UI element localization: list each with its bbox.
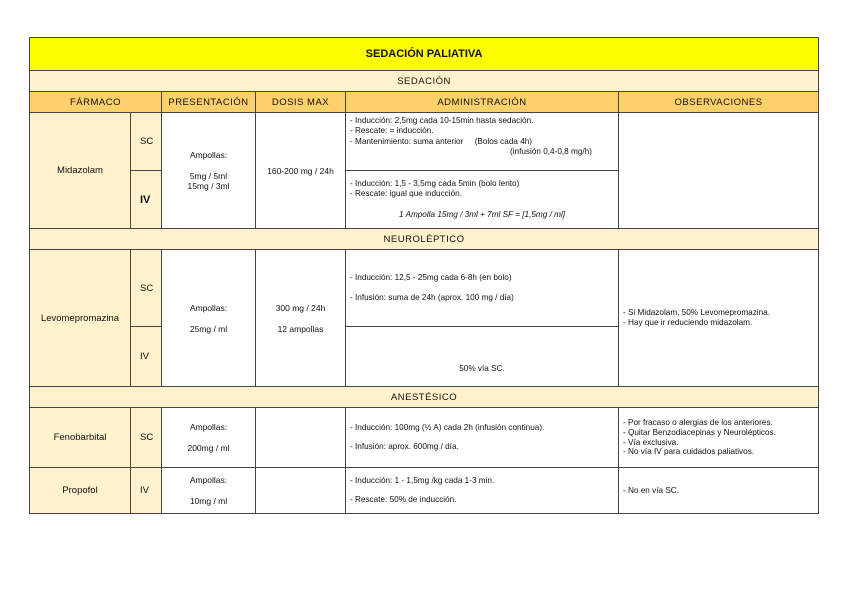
sedation-table [29, 37, 819, 514]
presentation-label: Ampollas: [189, 302, 228, 313]
administration-line: - Rescate: = inducción. [350, 126, 434, 136]
observation-line: - Vía exclusiva. [623, 437, 679, 447]
administration-line: - Infusión: suma de 24h (aprox. 100 mg / día) [350, 292, 514, 302]
table-row [30, 468, 819, 514]
header-administracion: ADMINISTRACIÓN [346, 92, 619, 113]
administration-formula: 1 Ampolla 15mg / 3ml + 7ml SF = [1,5mg / ml] [398, 209, 566, 219]
presentation-cell [162, 250, 256, 387]
presentation-value: 15mg / 3ml [187, 181, 230, 191]
administration-text: - Mantenimiento: suma anterior [350, 136, 464, 146]
header-row [30, 92, 819, 113]
route-sc: SC [131, 113, 162, 171]
presentation-label: Ampollas: [189, 475, 228, 485]
administration-cell [346, 171, 619, 229]
route-sc: SC [131, 250, 162, 327]
route-sc: SC [131, 408, 162, 468]
observations-cell [619, 408, 819, 468]
administration-note: (infusión 0,4-0,8 mg/h) [510, 146, 592, 156]
dose-value: 300 mg / 24h [275, 302, 326, 313]
administration-note: (Bolos cada 4h) [474, 136, 533, 146]
section-anestesico: ANESTÉSICO [30, 387, 819, 408]
observation-line: - No vía IV para cuidados paliativos. [623, 447, 755, 457]
route-iv: IV [131, 327, 162, 387]
drug-midazolam: Midazolam [30, 113, 131, 229]
route-iv: IV [131, 468, 162, 514]
administration-line: - Inducción: 2,5mg cada 10-15min hasta sedación. [350, 116, 534, 125]
administration-line: - Inducción: 1 - 1,5mg /kg cada 1-3 min. [350, 475, 495, 485]
presentation-label: Ampollas: [189, 150, 228, 160]
presentation-cell [162, 468, 256, 514]
table-title: SEDACIÓN PALIATIVA [30, 38, 819, 71]
dose-cell [256, 468, 346, 514]
administration-line: - Rescate: igual que inducción. [350, 189, 462, 199]
administration-line: - Inducción: 1,5 - 3,5mg cada 5min (bolo lento) [350, 179, 520, 189]
observations-cell [619, 250, 819, 387]
table-row [30, 250, 819, 327]
administration-line: - Infusión: aprox. 600mg / día. [350, 442, 459, 451]
observation-line: - Si Midazolam, 50% Levomepromazina. [623, 308, 770, 318]
table-row [30, 408, 819, 468]
administration-line: - Inducción: 100mg (½ A) cada 2h (infusión continua). [350, 422, 545, 432]
drug-levomepromazina: Levomepromazina [30, 250, 131, 387]
administration-line [350, 137, 614, 147]
presentation-value: 200mg / ml [187, 443, 230, 453]
administration-line: 50% vía SC. [459, 363, 505, 373]
route-iv: IV [131, 171, 162, 229]
observation-line: - Hay que ir reduciendo midazolam. [623, 318, 753, 327]
presentation-label: Ampollas: [189, 422, 228, 432]
administration-cell [346, 250, 619, 327]
presentation-cell [162, 408, 256, 468]
administration-cell [346, 468, 619, 514]
section-sedacion: SEDACIÓN [30, 71, 819, 92]
observation-line: - Por fracaso o alergias de los anteriores. [623, 417, 773, 427]
administration-cell [346, 113, 619, 171]
drug-propofol: Propofol [30, 468, 131, 514]
presentation-value: 25mg / ml [189, 323, 228, 334]
administration-cell [346, 408, 619, 468]
observations-cell [619, 113, 819, 229]
header-presentacion: PRESENTACIÓN [162, 92, 256, 113]
dose-cell: 160-200 mg / 24h [256, 113, 346, 229]
header-observaciones: OBSERVACIONES [619, 92, 819, 113]
header-dosis: DOSIS MAX [256, 92, 346, 113]
presentation-value: 10mg / ml [189, 496, 228, 506]
table-row [30, 113, 819, 171]
administration-line: - Inducción: 12,5 - 25mg cada 6-8h (en bolo) [350, 273, 512, 283]
administration-cell [346, 327, 619, 387]
observations-cell [619, 468, 819, 514]
observation-line: - No en vía SC. [623, 485, 679, 495]
presentation-value: 5mg / 5ml [189, 171, 228, 181]
observation-line: - Quitar Benzodiacepinas y Neurolépticos. [623, 427, 776, 437]
administration-line: - Rescate: 50% de inducción. [350, 495, 457, 504]
dose-cell [256, 408, 346, 468]
dose-cell [256, 250, 346, 387]
header-farmaco: FÁRMACO [30, 92, 162, 113]
presentation-cell [162, 113, 256, 229]
drug-fenobarbital: Fenobarbital [30, 408, 131, 468]
section-neuroleptico: NEUROLÉPTICO [30, 229, 819, 250]
dose-value: 12 ampollas [277, 323, 324, 334]
